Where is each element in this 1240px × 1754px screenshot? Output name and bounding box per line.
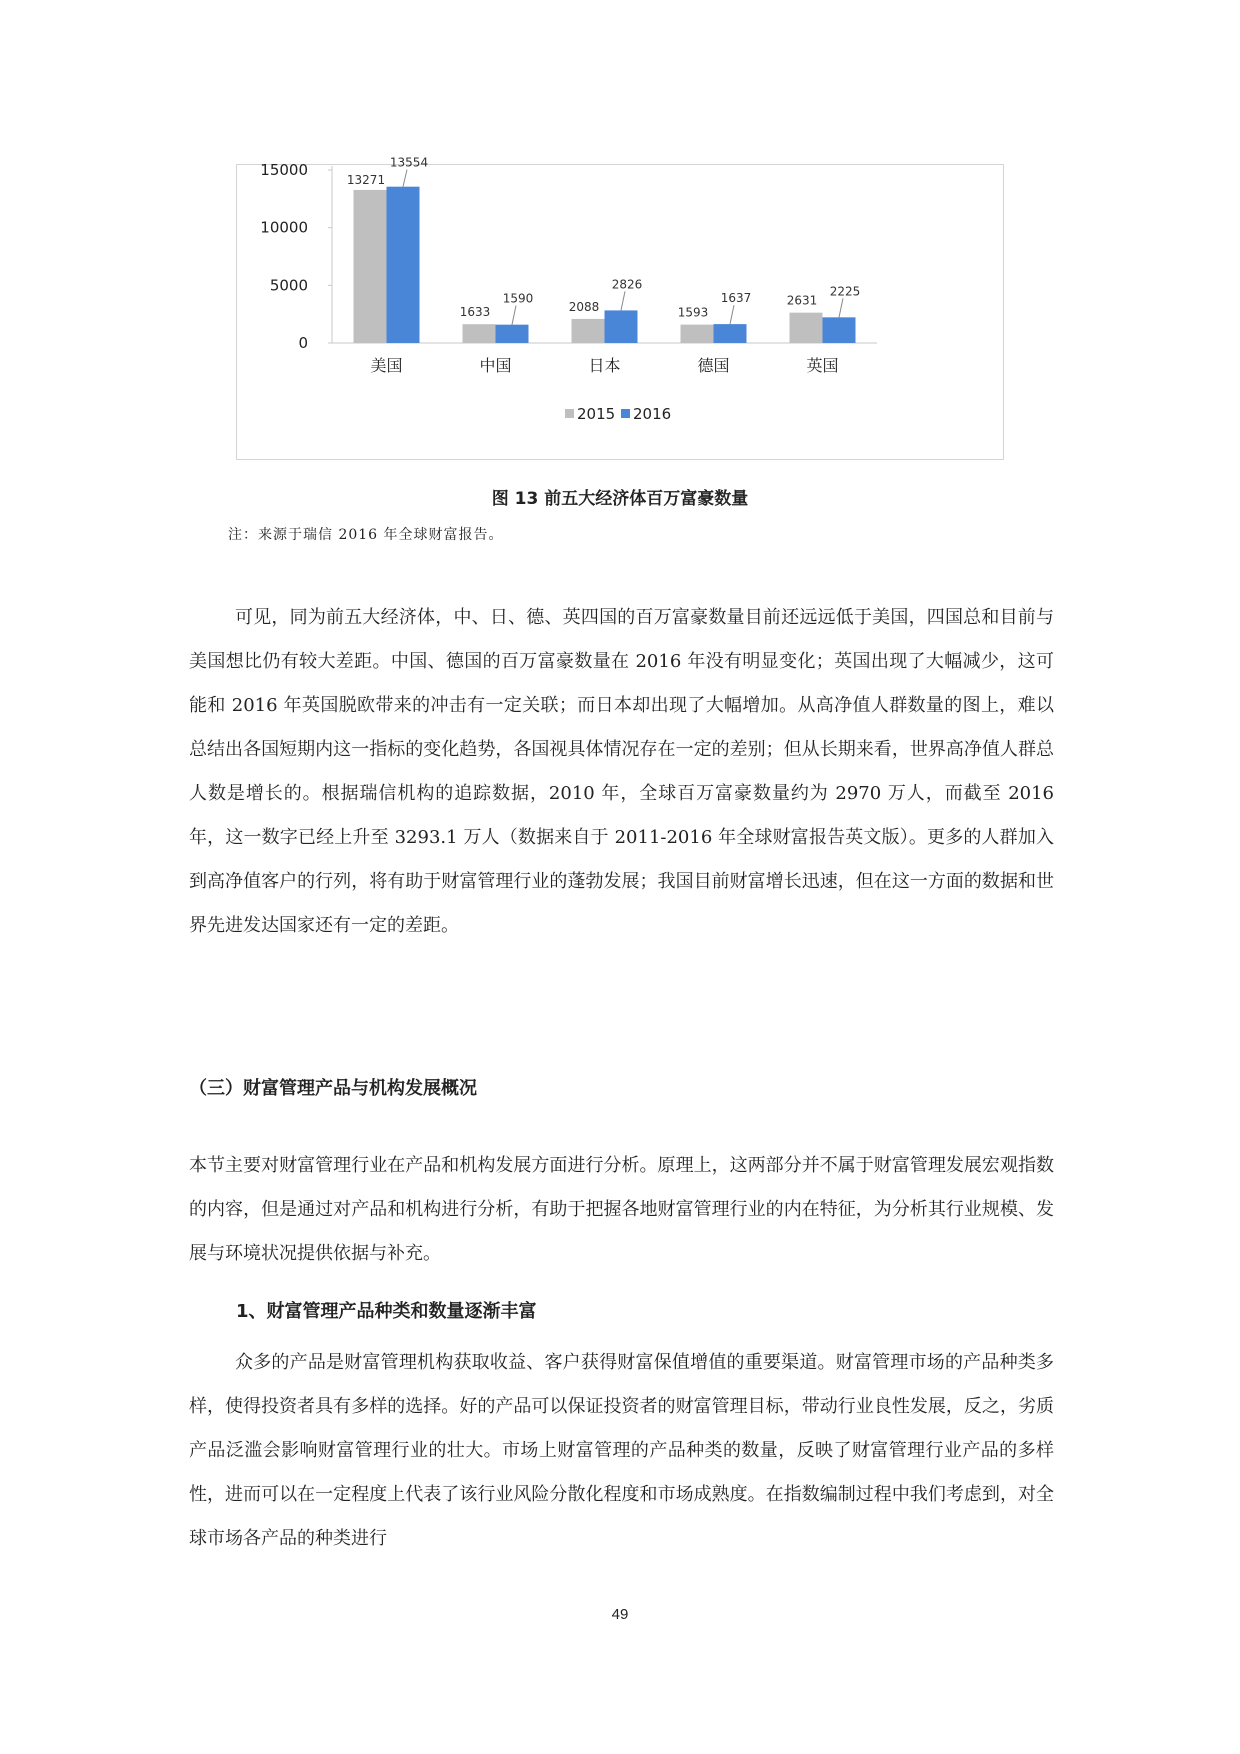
y-tick-label: 5000 — [269, 276, 308, 295]
data-label-中国-2015: 1633 — [459, 305, 491, 320]
data-label-中国-2016: 1590 — [502, 291, 534, 306]
figure-caption: 图 13 前五大经济体百万富豪数量 — [491, 489, 749, 509]
paragraph-3: 众多的产品是财富管理机构获取收益、客户获得财富保值增值的重要渠道。财富管理市场的产品种类多样，使得投资者具有多样的选择。好的产品可以保证投资者的财富管理目标，带动行业良性发展，反之，劣质产品泛滥会影响财富管理行业的壮大。市场上财富管理的产品种类的数量，反映了财富管理行业产品的多样性，进而可以在一定程度上代表了该行业风险分散化程度和市场成熟度。在指数编制过程中我们考虑到，对全球市场各产品的种类进行 — [189, 1352, 1054, 1549]
leader-line-美国 — [403, 170, 407, 187]
paragraph-1: 可见，同为前五大经济体，中、日、德、英四国的百万富豪数量目前还远远低于美国，四国总和目前与美国想比仍有较大差距。中国、德国的百万富豪数量在 2016 年没有明显变化；英国出现了大幅减少，这可能和 2016 年英国脱欧带来的冲击有一定关联；而日本却出现了大幅增加。从高净值人群数量的图上，难以总结出各国短期内这一指标的变化趋势，各国视具体情况存在一定的差别；但从长期来看，世界高净值人群总人数是增长的。根据瑞信机构的追踪数据，2010 年，全球百万富豪数量约为 2970 万人，而截至 2016 年，这一数字已经上升至 3293.1 万人（数据来自于 2011-2016 年全球财富报告英文版）。更多的人群加入到高净值客户的行列，将有助于财富管理行业的蓬勃发展；我国目前财富增长迅速，但在这一方面的数据和世界先进发达国家还有一定的差距。 — [189, 607, 1054, 936]
bar-中国-2015 — [463, 324, 496, 343]
bar-德国-2016 — [714, 324, 747, 343]
data-label-日本-2015: 2088 — [568, 299, 600, 314]
data-label-美国-2015: 13271 — [346, 172, 386, 187]
figure-note: 注：来源于瑞信 2016 年全球财富报告。 — [228, 527, 504, 543]
data-label-德国-2015: 1593 — [677, 305, 709, 320]
data-label-美国-2016: 13554 — [389, 155, 429, 170]
legend-label-2015: 2015 — [577, 405, 616, 423]
bar-德国-2015 — [681, 325, 714, 343]
paragraph-2: 本节主要对财富管理行业在产品和机构发展方面进行分析。原理上，这两部分并不属于财富管理发展宏观指数的内容，但是通过对产品和机构进行分析，有助于把握各地财富管理行业的内在特征，为分析其行业规模、发展与环境状况提供依据与补充。 — [189, 1155, 1054, 1264]
y-tick-label: 15000 — [260, 161, 308, 179]
x-tick-label: 中国 — [479, 356, 512, 375]
y-tick-label: 10000 — [260, 218, 308, 237]
bar-chart — [236, 155, 1004, 460]
data-label-英国-2015: 2631 — [786, 293, 818, 308]
x-tick-label: 德国 — [697, 356, 730, 375]
bar-美国-2015 — [354, 190, 387, 343]
legend-label-2016: 2016 — [633, 405, 672, 423]
page-number: 49 — [611, 1606, 629, 1623]
bar-日本-2016 — [605, 310, 638, 343]
leader-line-德国 — [730, 305, 734, 324]
bar-英国-2016 — [823, 317, 856, 343]
data-label-日本-2016: 2826 — [611, 277, 643, 292]
bar-英国-2015 — [790, 313, 823, 343]
legend-swatch-2015 — [565, 409, 574, 418]
bar-美国-2016 — [387, 187, 420, 343]
legend-swatch-2016 — [621, 409, 630, 418]
section-heading: （三）财富管理产品与机构发展概况 — [189, 1078, 477, 1099]
chart-canvas — [237, 155, 1005, 461]
data-label-德国-2016: 1637 — [720, 291, 752, 306]
data-label-英国-2016: 2225 — [829, 284, 861, 299]
bar-日本-2015 — [572, 319, 605, 343]
bar-中国-2016 — [496, 325, 529, 343]
leader-line-英国 — [839, 298, 843, 317]
leader-line-中国 — [512, 306, 516, 325]
x-tick-label: 美国 — [370, 356, 403, 375]
x-tick-label: 英国 — [806, 356, 839, 375]
leader-line-日本 — [621, 291, 625, 310]
x-tick-label: 日本 — [588, 356, 621, 375]
subsection-heading: 1、财富管理产品种类和数量逐渐丰富 — [236, 1301, 537, 1322]
y-tick-label: 0 — [298, 334, 308, 352]
